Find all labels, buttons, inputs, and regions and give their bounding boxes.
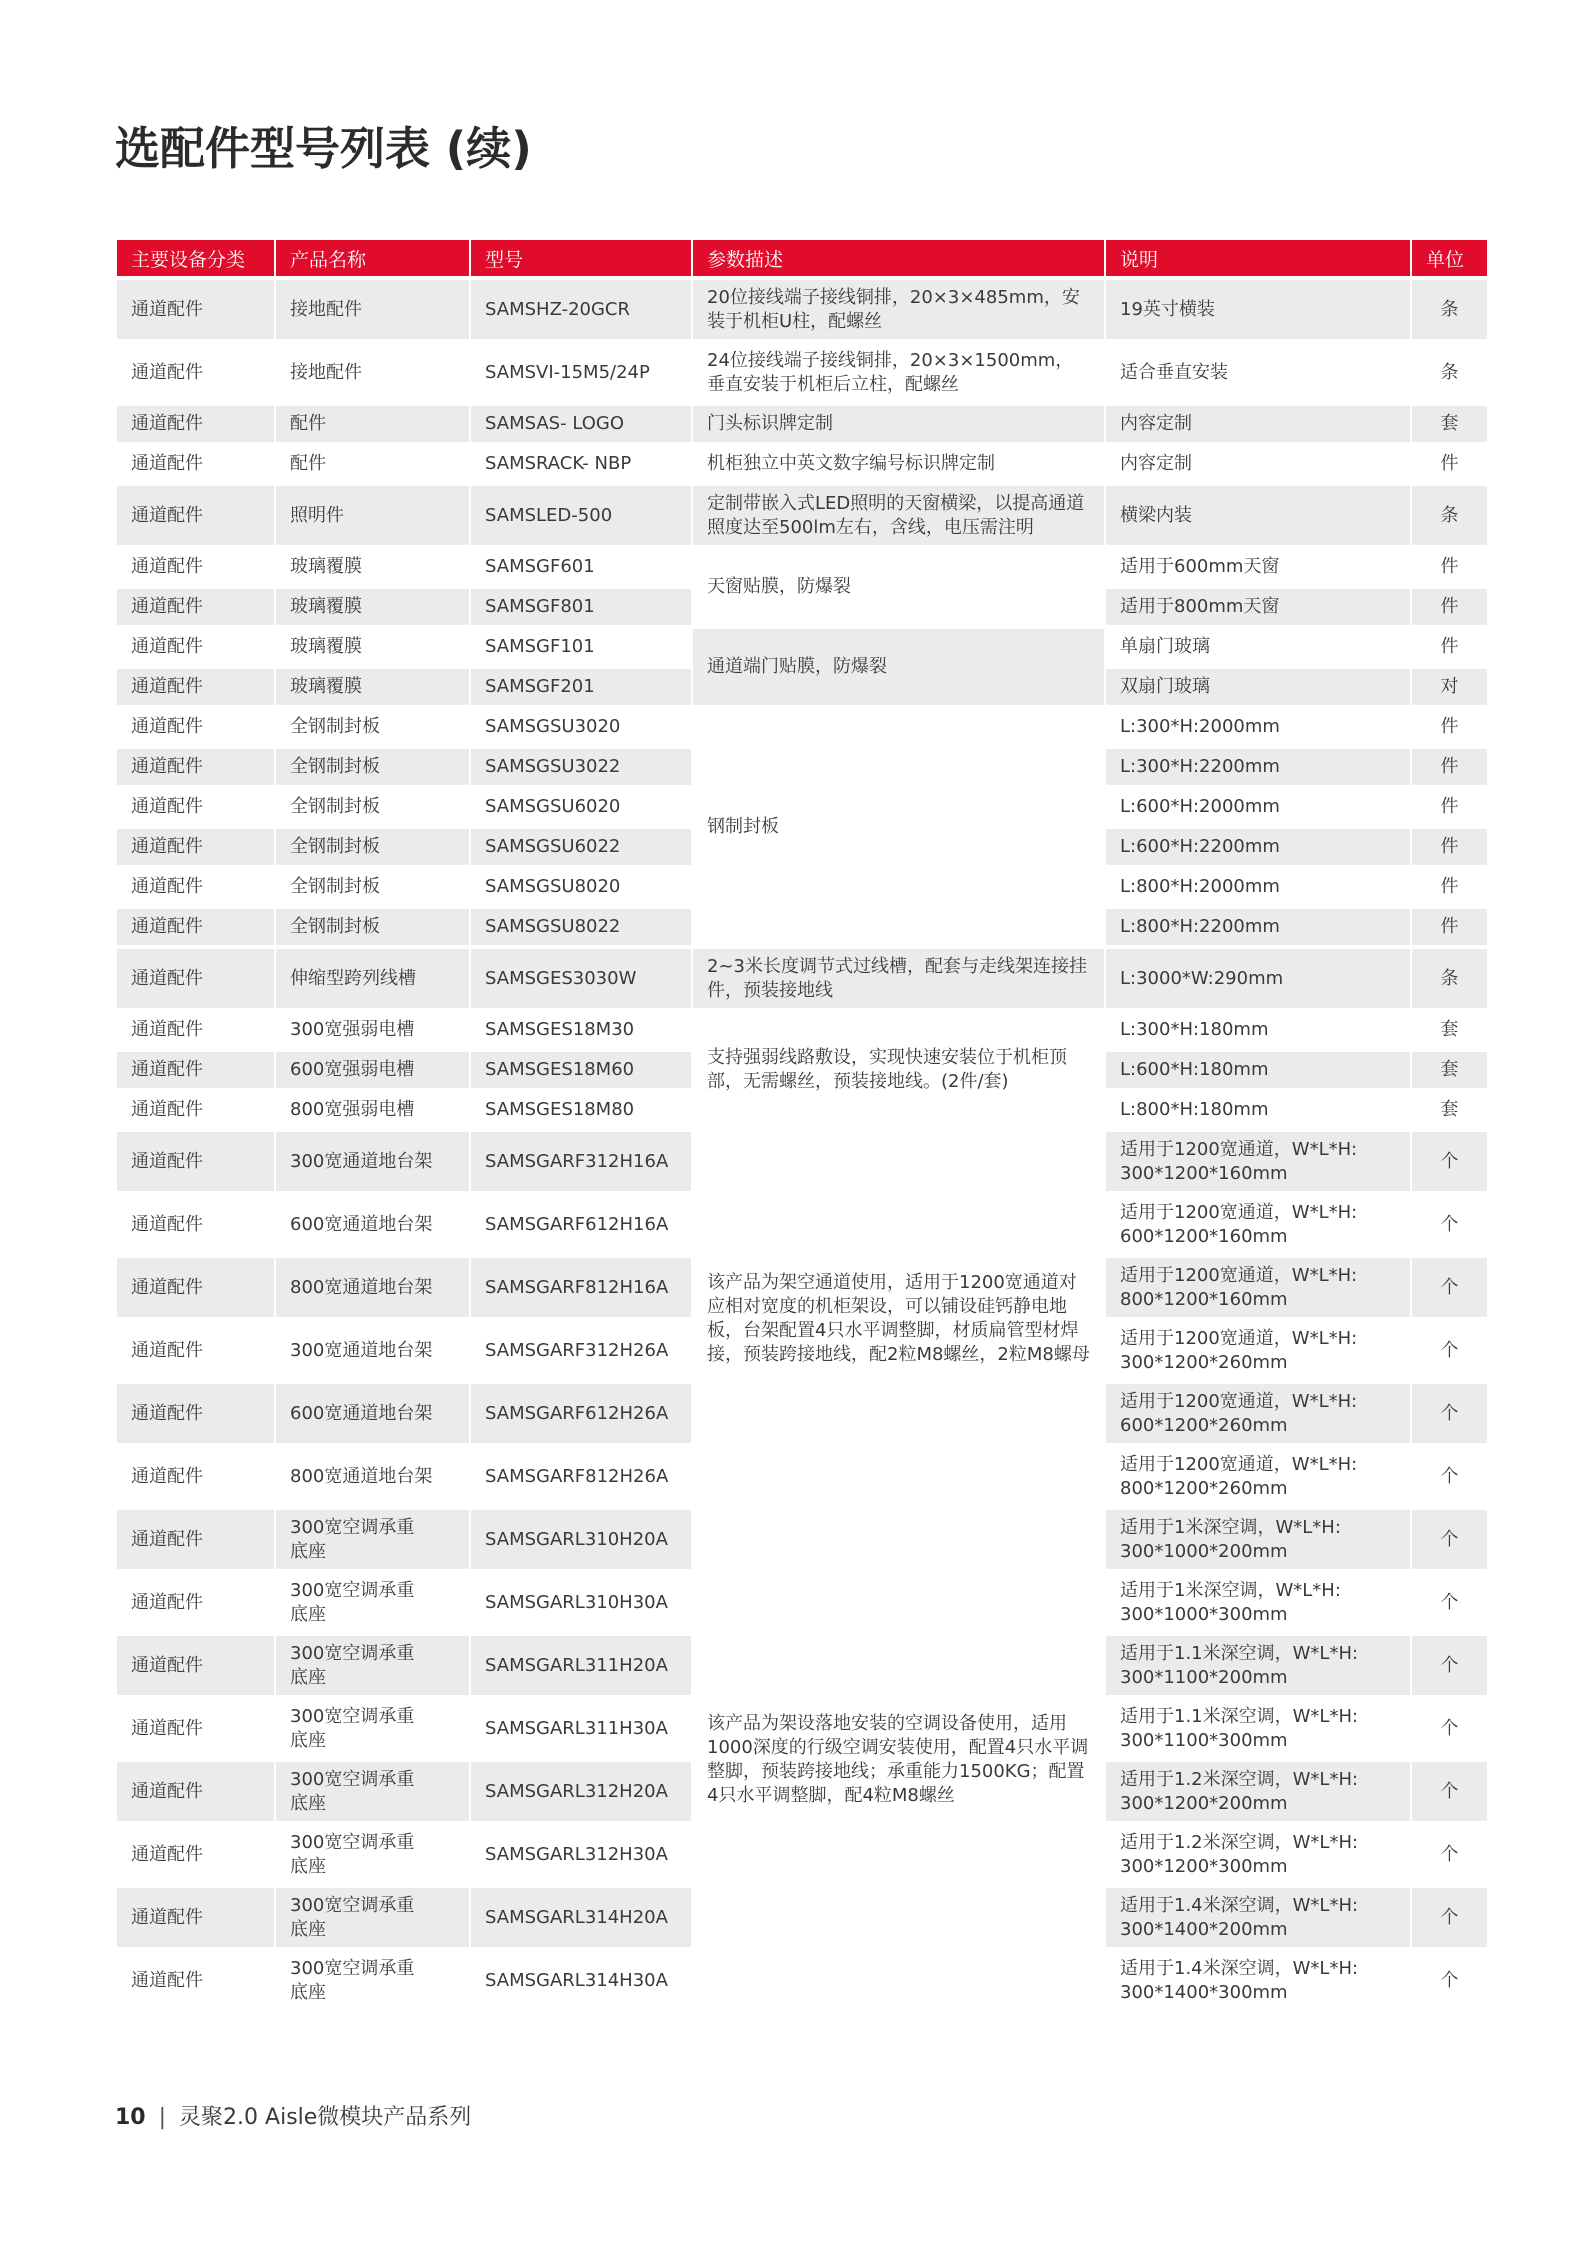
- product-series-name: 灵聚2.0 Aisle微模块产品系列: [179, 2105, 472, 2130]
- cell-description: 2~3米长度调节式过线槽，配套与走线架连接挂件，预装接地线: [693, 949, 1104, 1008]
- cell-model: SAMSGARF612H26A: [471, 1384, 691, 1443]
- cell-category: 通道配件: [117, 629, 274, 665]
- cell-description: 该产品为架设落地安装的空调设备使用，适用1000深度的行级空调安装使用，配置4只水平调整脚，预装跨接地线；承重能力1500KG；配置4只水平调整脚，配4粒M8螺丝: [693, 1510, 1104, 2010]
- cell-product-name: 300宽空调承重 底座: [276, 1951, 469, 2010]
- cell-unit: 件: [1412, 589, 1487, 625]
- cell-model: SAMSLED-500: [471, 486, 691, 545]
- cell-category: 通道配件: [117, 1636, 274, 1695]
- cell-note: 适用于1.4米深空调，W*L*H: 300*1400*300mm: [1106, 1951, 1410, 2010]
- cell-model: SAMSGSU8020: [471, 869, 691, 905]
- table-row: [117, 1510, 1487, 1569]
- cell-description: 通道端门贴膜，防爆裂: [693, 629, 1104, 705]
- cell-model: SAMSGARL314H20A: [471, 1888, 691, 1947]
- table-row: [117, 280, 1487, 339]
- table-row: [117, 629, 1487, 665]
- cell-category: 通道配件: [117, 589, 274, 625]
- table-row: [117, 709, 1487, 745]
- table-row: [117, 1012, 1487, 1048]
- cell-note: 适用于1.1米深空调，W*L*H: 300*1100*200mm: [1106, 1636, 1410, 1695]
- cell-note: 适用于1.2米深空调，W*L*H: 300*1200*200mm: [1106, 1762, 1410, 1821]
- cell-model: SAMSGARL311H20A: [471, 1636, 691, 1695]
- header-unit: 单位: [1412, 240, 1487, 276]
- cell-category: 通道配件: [117, 1195, 274, 1254]
- cell-note: 19英寸横装: [1106, 280, 1410, 339]
- cell-category: 通道配件: [117, 446, 274, 482]
- cell-product-name: 全钢制封板: [276, 709, 469, 745]
- cell-model: SAMSGARF312H16A: [471, 1132, 691, 1191]
- cell-product-name: 300宽空调承重 底座: [276, 1825, 469, 1884]
- cell-model: SAMSGARL310H20A: [471, 1510, 691, 1569]
- cell-description: 机柜独立中英文数字编号标识牌定制: [693, 446, 1104, 482]
- cell-category: 通道配件: [117, 1699, 274, 1758]
- cell-note: L:600*H:180mm: [1106, 1052, 1410, 1088]
- cell-model: SAMSGARL314H30A: [471, 1951, 691, 2010]
- cell-unit: 个: [1412, 1258, 1487, 1317]
- cell-product-name: 玻璃覆膜: [276, 549, 469, 585]
- cell-note: 适用于800mm天窗: [1106, 589, 1410, 625]
- cell-model: SAMSGARL312H20A: [471, 1762, 691, 1821]
- cell-note: 适合垂直安装: [1106, 343, 1410, 402]
- cell-category: 通道配件: [117, 1092, 274, 1128]
- cell-model: SAMSHZ-20GCR: [471, 280, 691, 339]
- cell-unit: 个: [1412, 1573, 1487, 1632]
- table-row: [117, 343, 1487, 402]
- cell-category: 通道配件: [117, 549, 274, 585]
- cell-note: L:300*H:2200mm: [1106, 749, 1410, 785]
- cell-product-name: 800宽通道地台架: [276, 1258, 469, 1317]
- table-row: [117, 446, 1487, 482]
- cell-unit: 件: [1412, 709, 1487, 745]
- cell-unit: 个: [1412, 1195, 1487, 1254]
- cell-category: 通道配件: [117, 709, 274, 745]
- cell-product-name: 玻璃覆膜: [276, 589, 469, 625]
- cell-model: SAMSGF201: [471, 669, 691, 705]
- cell-description: 该产品为架空通道使用，适用于1200宽通道对应相对宽度的机柜架设，可以铺设硅钙静电地板，台架配置4只水平调整脚，材质扁管型材焊接，预装跨接地线，配2粒M8螺丝，2粒M8螺母: [693, 1132, 1104, 1506]
- cell-model: SAMSGES18M60: [471, 1052, 691, 1088]
- cell-note: 单扇门玻璃: [1106, 629, 1410, 665]
- cell-unit: 个: [1412, 1825, 1487, 1884]
- cell-model: SAMSVI-15M5/24P: [471, 343, 691, 402]
- cell-model: SAMSGF801: [471, 589, 691, 625]
- cell-note: L:800*H:2200mm: [1106, 909, 1410, 945]
- cell-model: SAMSGARL310H30A: [471, 1573, 691, 1632]
- cell-product-name: 300宽强弱电槽: [276, 1012, 469, 1048]
- cell-note: L:800*H:2000mm: [1106, 869, 1410, 905]
- cell-unit: 个: [1412, 1132, 1487, 1191]
- cell-unit: 件: [1412, 909, 1487, 945]
- cell-model: SAMSGES18M80: [471, 1092, 691, 1128]
- cell-product-name: 300宽空调承重 底座: [276, 1699, 469, 1758]
- cell-product-name: 600宽通道地台架: [276, 1384, 469, 1443]
- cell-unit: 套: [1412, 1052, 1487, 1088]
- cell-category: 通道配件: [117, 343, 274, 402]
- cell-note: 适用于1200宽通道，W*L*H: 300*1200*160mm: [1106, 1132, 1410, 1191]
- cell-unit: 条: [1412, 280, 1487, 339]
- cell-note: 适用于1200宽通道，W*L*H: 800*1200*260mm: [1106, 1447, 1410, 1506]
- cell-unit: 件: [1412, 789, 1487, 825]
- footer-separator: |: [158, 2105, 167, 2130]
- cell-model: SAMSGARF312H26A: [471, 1321, 691, 1380]
- table-header-row: [117, 240, 1487, 276]
- cell-model: SAMSGSU3020: [471, 709, 691, 745]
- cell-product-name: 全钢制封板: [276, 869, 469, 905]
- cell-model: SAMSGSU6022: [471, 829, 691, 865]
- cell-unit: 套: [1412, 1092, 1487, 1128]
- cell-unit: 件: [1412, 549, 1487, 585]
- cell-unit: 条: [1412, 343, 1487, 402]
- cell-model: SAMSGSU6020: [471, 789, 691, 825]
- cell-note: 双扇门玻璃: [1106, 669, 1410, 705]
- cell-note: L:300*H:180mm: [1106, 1012, 1410, 1048]
- cell-model: SAMSGES18M30: [471, 1012, 691, 1048]
- cell-note: 适用于1米深空调，W*L*H: 300*1000*300mm: [1106, 1573, 1410, 1632]
- cell-category: 通道配件: [117, 1888, 274, 1947]
- cell-model: SAMSGSU3022: [471, 749, 691, 785]
- cell-category: 通道配件: [117, 669, 274, 705]
- header-description: 参数描述: [693, 240, 1104, 276]
- cell-note: 适用于1.4米深空调，W*L*H: 300*1400*200mm: [1106, 1888, 1410, 1947]
- cell-category: 通道配件: [117, 1573, 274, 1632]
- cell-note: 适用于1200宽通道，W*L*H: 300*1200*260mm: [1106, 1321, 1410, 1380]
- page-title: 选配件型号列表 (续): [115, 122, 532, 175]
- cell-note: 内容定制: [1106, 406, 1410, 442]
- cell-note: 横梁内装: [1106, 486, 1410, 545]
- cell-unit: 个: [1412, 1510, 1487, 1569]
- cell-category: 通道配件: [117, 949, 274, 1008]
- cell-note: 内容定制: [1106, 446, 1410, 482]
- cell-unit: 对: [1412, 669, 1487, 705]
- cell-product-name: 配件: [276, 446, 469, 482]
- cell-product-name: 300宽通道地台架: [276, 1321, 469, 1380]
- cell-product-name: 全钢制封板: [276, 829, 469, 865]
- cell-category: 通道配件: [117, 749, 274, 785]
- cell-model: SAMSRACK- NBP: [471, 446, 691, 482]
- accessory-model-table: [115, 236, 1489, 2014]
- cell-product-name: 800宽通道地台架: [276, 1447, 469, 1506]
- cell-category: 通道配件: [117, 909, 274, 945]
- cell-unit: 个: [1412, 1951, 1487, 2010]
- cell-category: 通道配件: [117, 1321, 274, 1380]
- cell-category: 通道配件: [117, 829, 274, 865]
- cell-category: 通道配件: [117, 1447, 274, 1506]
- cell-note: 适用于1米深空调，W*L*H: 300*1000*200mm: [1106, 1510, 1410, 1569]
- cell-model: SAMSGARL312H30A: [471, 1825, 691, 1884]
- cell-category: 通道配件: [117, 280, 274, 339]
- cell-category: 通道配件: [117, 1052, 274, 1088]
- header-model: 型号: [471, 240, 691, 276]
- table-row: [117, 549, 1487, 585]
- cell-unit: 个: [1412, 1636, 1487, 1695]
- cell-model: SAMSGF101: [471, 629, 691, 665]
- cell-product-name: 300宽空调承重 底座: [276, 1510, 469, 1569]
- cell-unit: 条: [1412, 486, 1487, 545]
- cell-category: 通道配件: [117, 1762, 274, 1821]
- cell-note: 适用于1.2米深空调，W*L*H: 300*1200*300mm: [1106, 1825, 1410, 1884]
- header-product-name: 产品名称: [276, 240, 469, 276]
- cell-product-name: 300宽空调承重 底座: [276, 1636, 469, 1695]
- cell-unit: 件: [1412, 749, 1487, 785]
- cell-unit: 个: [1412, 1321, 1487, 1380]
- cell-model: SAMSGSU8022: [471, 909, 691, 945]
- cell-unit: 套: [1412, 406, 1487, 442]
- cell-unit: 件: [1412, 829, 1487, 865]
- cell-category: 通道配件: [117, 789, 274, 825]
- cell-product-name: 接地配件: [276, 280, 469, 339]
- header-category: 主要设备分类: [117, 240, 274, 276]
- page-footer: [115, 2100, 471, 2131]
- cell-unit: 条: [1412, 949, 1487, 1008]
- cell-product-name: 300宽空调承重 底座: [276, 1888, 469, 1947]
- cell-unit: 个: [1412, 1888, 1487, 1947]
- cell-note: L:300*H:2000mm: [1106, 709, 1410, 745]
- cell-product-name: 玻璃覆膜: [276, 669, 469, 705]
- cell-note: L:600*H:2000mm: [1106, 789, 1410, 825]
- cell-model: SAMSGARF812H26A: [471, 1447, 691, 1506]
- table-row: [117, 406, 1487, 442]
- cell-note: L:3000*W:290mm: [1106, 949, 1410, 1008]
- cell-category: 通道配件: [117, 406, 274, 442]
- table-row: [117, 486, 1487, 545]
- cell-description: 定制带嵌入式LED照明的天窗横梁，以提高通道照度达至500lm左右，含线，电压需注明: [693, 486, 1104, 545]
- page-number: 10: [115, 2105, 146, 2130]
- cell-unit: 件: [1412, 869, 1487, 905]
- cell-product-name: 全钢制封板: [276, 909, 469, 945]
- cell-note: 适用于1200宽通道，W*L*H: 800*1200*160mm: [1106, 1258, 1410, 1317]
- cell-model: SAMSGARL311H30A: [471, 1699, 691, 1758]
- cell-unit: 个: [1412, 1447, 1487, 1506]
- cell-note: L:600*H:2200mm: [1106, 829, 1410, 865]
- cell-note: 适用于1200宽通道，W*L*H: 600*1200*160mm: [1106, 1195, 1410, 1254]
- cell-category: 通道配件: [117, 869, 274, 905]
- cell-model: SAMSAS- LOGO: [471, 406, 691, 442]
- cell-category: 通道配件: [117, 1825, 274, 1884]
- cell-product-name: 300宽通道地台架: [276, 1132, 469, 1191]
- cell-unit: 个: [1412, 1699, 1487, 1758]
- cell-product-name: 玻璃覆膜: [276, 629, 469, 665]
- cell-note: 适用于1200宽通道，W*L*H: 600*1200*260mm: [1106, 1384, 1410, 1443]
- cell-unit: 个: [1412, 1762, 1487, 1821]
- cell-unit: 件: [1412, 446, 1487, 482]
- cell-note: 适用于1.1米深空调，W*L*H: 300*1100*300mm: [1106, 1699, 1410, 1758]
- cell-product-name: 800宽强弱电槽: [276, 1092, 469, 1128]
- cell-category: 通道配件: [117, 1132, 274, 1191]
- cell-category: 通道配件: [117, 1951, 274, 2010]
- cell-category: 通道配件: [117, 1012, 274, 1048]
- cell-description: 天窗贴膜，防爆裂: [693, 549, 1104, 625]
- cell-category: 通道配件: [117, 1384, 274, 1443]
- cell-description: 24位接线端子接线铜排，20×3×1500mm，垂直安装于机柜后立柱，配螺丝: [693, 343, 1104, 402]
- cell-product-name: 照明件: [276, 486, 469, 545]
- cell-unit: 套: [1412, 1012, 1487, 1048]
- cell-model: SAMSGARF812H16A: [471, 1258, 691, 1317]
- cell-description: 钢制封板: [693, 709, 1104, 945]
- cell-model: SAMSGF601: [471, 549, 691, 585]
- cell-product-name: 伸缩型跨列线槽: [276, 949, 469, 1008]
- cell-product-name: 配件: [276, 406, 469, 442]
- cell-unit: 个: [1412, 1384, 1487, 1443]
- cell-product-name: 接地配件: [276, 343, 469, 402]
- cell-model: SAMSGES3030W: [471, 949, 691, 1008]
- cell-product-name: 300宽空调承重 底座: [276, 1573, 469, 1632]
- cell-product-name: 600宽通道地台架: [276, 1195, 469, 1254]
- cell-product-name: 600宽强弱电槽: [276, 1052, 469, 1088]
- cell-product-name: 300宽空调承重 底座: [276, 1762, 469, 1821]
- cell-description: 20位接线端子接线铜排，20×3×485mm，安装于机柜U柱，配螺丝: [693, 280, 1104, 339]
- cell-category: 通道配件: [117, 1258, 274, 1317]
- cell-category: 通道配件: [117, 1510, 274, 1569]
- cell-unit: 件: [1412, 629, 1487, 665]
- table-row: [117, 949, 1487, 1008]
- cell-note: L:800*H:180mm: [1106, 1092, 1410, 1128]
- cell-category: 通道配件: [117, 486, 274, 545]
- table-row: [117, 1132, 1487, 1191]
- cell-product-name: 全钢制封板: [276, 789, 469, 825]
- cell-note: 适用于600mm天窗: [1106, 549, 1410, 585]
- cell-description: 支持强弱线路敷设，实现快速安装位于机柜顶部，无需螺丝，预装接地线。(2件/套): [693, 1012, 1104, 1128]
- cell-description: 门头标识牌定制: [693, 406, 1104, 442]
- cell-model: SAMSGARF612H16A: [471, 1195, 691, 1254]
- cell-product-name: 全钢制封板: [276, 749, 469, 785]
- header-note: 说明: [1106, 240, 1410, 276]
